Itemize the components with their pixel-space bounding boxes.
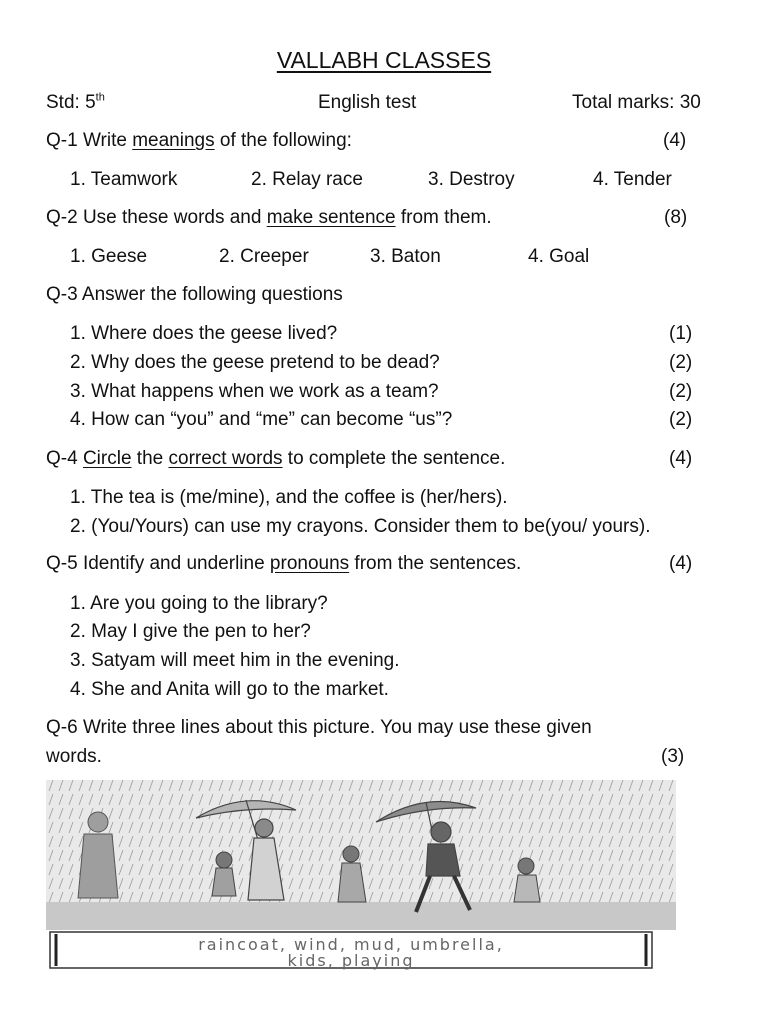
question-6-cont: words.	[46, 746, 102, 767]
q3-item-marks: (2)	[669, 381, 693, 402]
q4-item: 2. (You/Yours) can use my crayons. Consider them to be(you/ yours).	[70, 516, 651, 537]
q2-underlined: make sentence	[266, 207, 396, 228]
q5-marks: (4)	[669, 553, 693, 574]
given-words-line-1: raincoat, wind, mud, umbrella,	[198, 935, 504, 954]
q5-text-end: from the sentences.	[349, 553, 522, 574]
q1-text-end: of the following:	[214, 130, 352, 151]
q3-item-marks: (2)	[669, 409, 693, 430]
q2-item: 4. Goal	[528, 246, 590, 267]
q5-item: 3. Satyam will meet him in the evening.	[70, 650, 400, 671]
q4-item: 1. The tea is (me/mine), and the coffee is (her/hers).	[70, 487, 508, 508]
q6-marks: (3)	[661, 746, 685, 767]
q2-text-end: from them.	[395, 207, 492, 228]
worksheet-title: VALLABH CLASSES	[276, 47, 492, 73]
q1-item: 2. Relay race	[251, 169, 363, 190]
std-text: Std: 5	[46, 92, 96, 113]
q2-item: 3. Baton	[370, 246, 441, 267]
question-6: Q-6 Write three lines about this picture. You may use these given	[46, 717, 592, 738]
q2-text: Q-2 Use these words and	[46, 207, 267, 228]
std-label	[46, 91, 105, 115]
given-words-line-2: kids, playing	[287, 951, 415, 970]
q4-underlined-circle: Circle	[82, 448, 132, 469]
q4-underlined-words: correct words	[168, 448, 283, 469]
q1-underlined: meanings	[132, 130, 215, 151]
q3-item-marks: (2)	[669, 352, 693, 373]
q4-text: Q-4	[46, 448, 83, 469]
rain-scene-picture	[46, 780, 676, 970]
question-5	[46, 552, 521, 576]
q4-text-end: to complete the sentence.	[282, 448, 506, 469]
q5-text: Q-5 Identify and underline	[46, 553, 270, 574]
q3-item-marks: (1)	[669, 323, 693, 344]
subject-label: English test	[318, 92, 417, 113]
q3-item: 1. Where does the geese lived?	[70, 323, 338, 344]
q2-item: 2. Creeper	[219, 246, 309, 267]
q1-text: Q-1 Write	[46, 130, 133, 151]
q3-item: 4. How can “you” and “me” can become “us”?	[70, 409, 453, 430]
q3-item: 3. What happens when we work as a team?	[70, 381, 439, 402]
q5-item: 4. She and Anita will go to the market.	[70, 679, 389, 700]
q5-underlined: pronouns	[269, 553, 350, 574]
ground	[46, 902, 676, 930]
q4-text-mid: the	[131, 448, 169, 469]
q1-item: 4. Tender	[593, 169, 672, 190]
q2-item: 1. Geese	[70, 246, 148, 267]
q1-item: 1. Teamwork	[70, 169, 178, 190]
question-4	[46, 447, 505, 471]
q1-marks: (4)	[663, 130, 687, 151]
q4-marks: (4)	[669, 448, 693, 469]
q1-item: 3. Destroy	[428, 169, 515, 190]
std-superscript: th	[95, 91, 105, 104]
q2-marks: (8)	[664, 207, 688, 228]
q5-item: 2. May I give the pen to her?	[70, 621, 311, 642]
q5-item: 1. Are you going to the library?	[70, 593, 328, 614]
q3-item: 2. Why does the geese pretend to be dead?	[70, 352, 440, 373]
question-1	[46, 129, 352, 153]
question-2	[46, 206, 492, 230]
total-marks: Total marks: 30	[572, 92, 701, 113]
question-3: Q-3 Answer the following questions	[46, 284, 343, 305]
